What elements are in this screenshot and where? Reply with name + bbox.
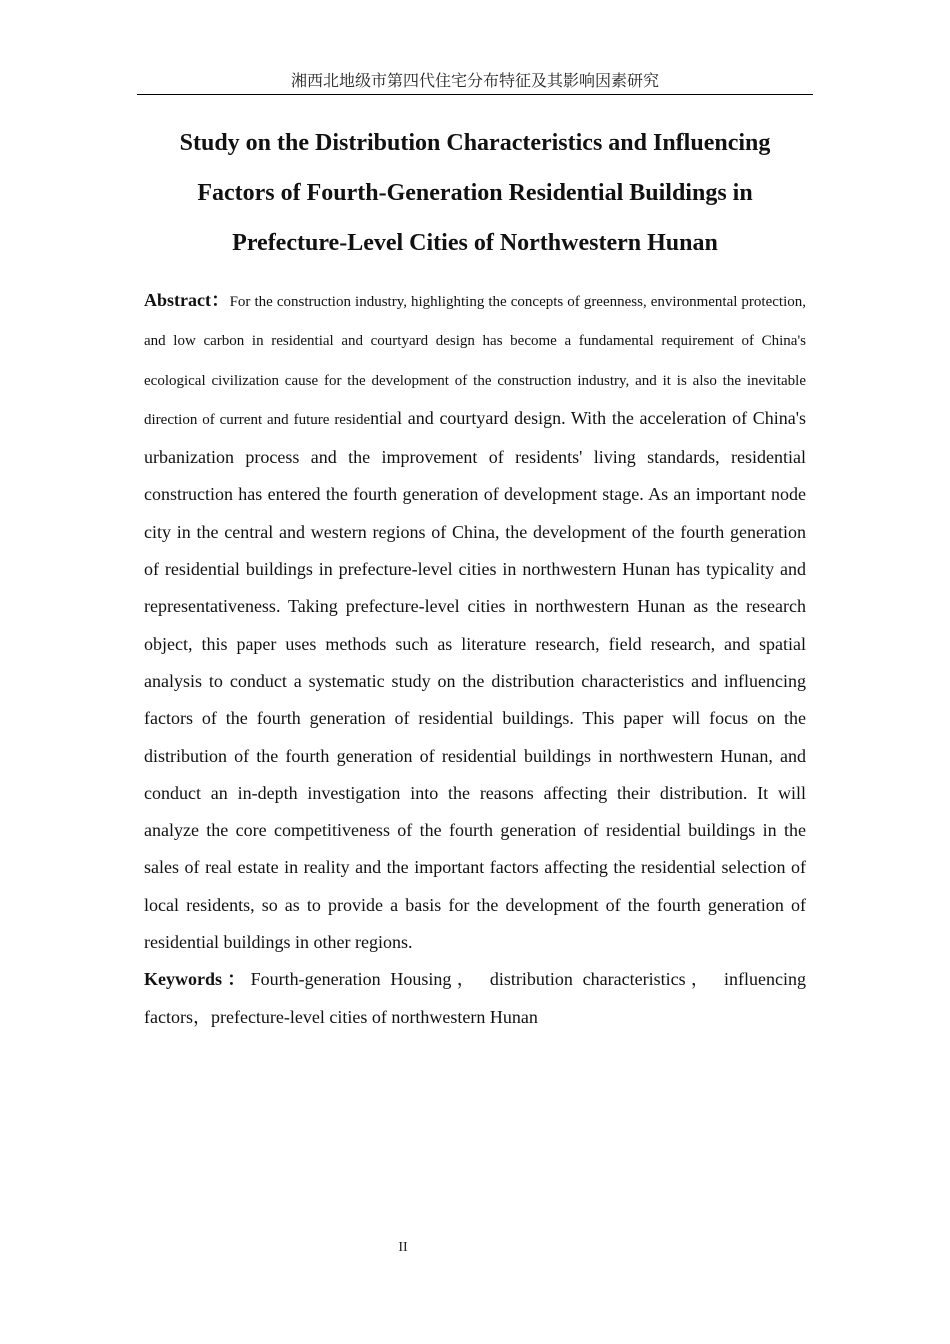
- keywords-text: Fourth-generation Housing， distribution characteristics， influencing factors，prefecture-level cities of northwestern Hunan: [144, 969, 806, 1027]
- paper-title: [137, 118, 813, 268]
- title-line-2: Factors of Fourth-Generation Residential Buildings in: [197, 180, 753, 206]
- page-number: II: [398, 1240, 408, 1255]
- abstract-paragraph: [144, 282, 806, 961]
- keywords-label: Keywords：: [144, 969, 251, 990]
- running-header: 湘西北地级市第四代住宅分布特征及其影响因素研究: [137, 70, 813, 95]
- body-text: [144, 282, 806, 1036]
- title-line-3: Prefecture-Level Cities of Northwestern Hunan: [232, 230, 718, 256]
- title-line-1: Study on the Distribution Characteristics and Influencing: [179, 130, 771, 156]
- keywords-paragraph: [144, 961, 806, 1036]
- abstract-text: ntial and courtyard design. With the acceleration of China's urbanization process and the improvement of residents' living standards, residential construction has entered the fourth generation of development stage. As an important node city in the central and western regions of China, the development of the fourth generation of residential buildings in prefecture-level cities in northwestern Hunan has typicality and representativeness. Taking prefecture-level cities in northwestern Hunan as the research object, this paper uses methods such as literature research, field research, and spatial analysis to conduct a systematic study on the distribution characteristics and influencing factors of the fourth generation of residential buildings. This paper will focus on the distribution of the fourth generation of residential buildings in northwestern Hunan, and conduct an in-depth investigation into the reasons affecting their distribution. It will analyze the core competitiveness of the fourth generation of residential buildings in the sales of real estate in reality and the important factors affecting the residential selection of local residents, so as to provide a basis for the development of the fourth generation of residential buildings in other regions.: [144, 407, 806, 953]
- abstract-text-small: For the construction industry, highlighting the concepts of greenness, environmental protection, and low carbon in residential and courtyard design has become a fundamental requirement of China's ecological civilization cause for the development of the construction industry, and it is also the inevitable direction of current and future reside: [144, 294, 806, 428]
- abstract-label: Abstract：: [144, 290, 230, 310]
